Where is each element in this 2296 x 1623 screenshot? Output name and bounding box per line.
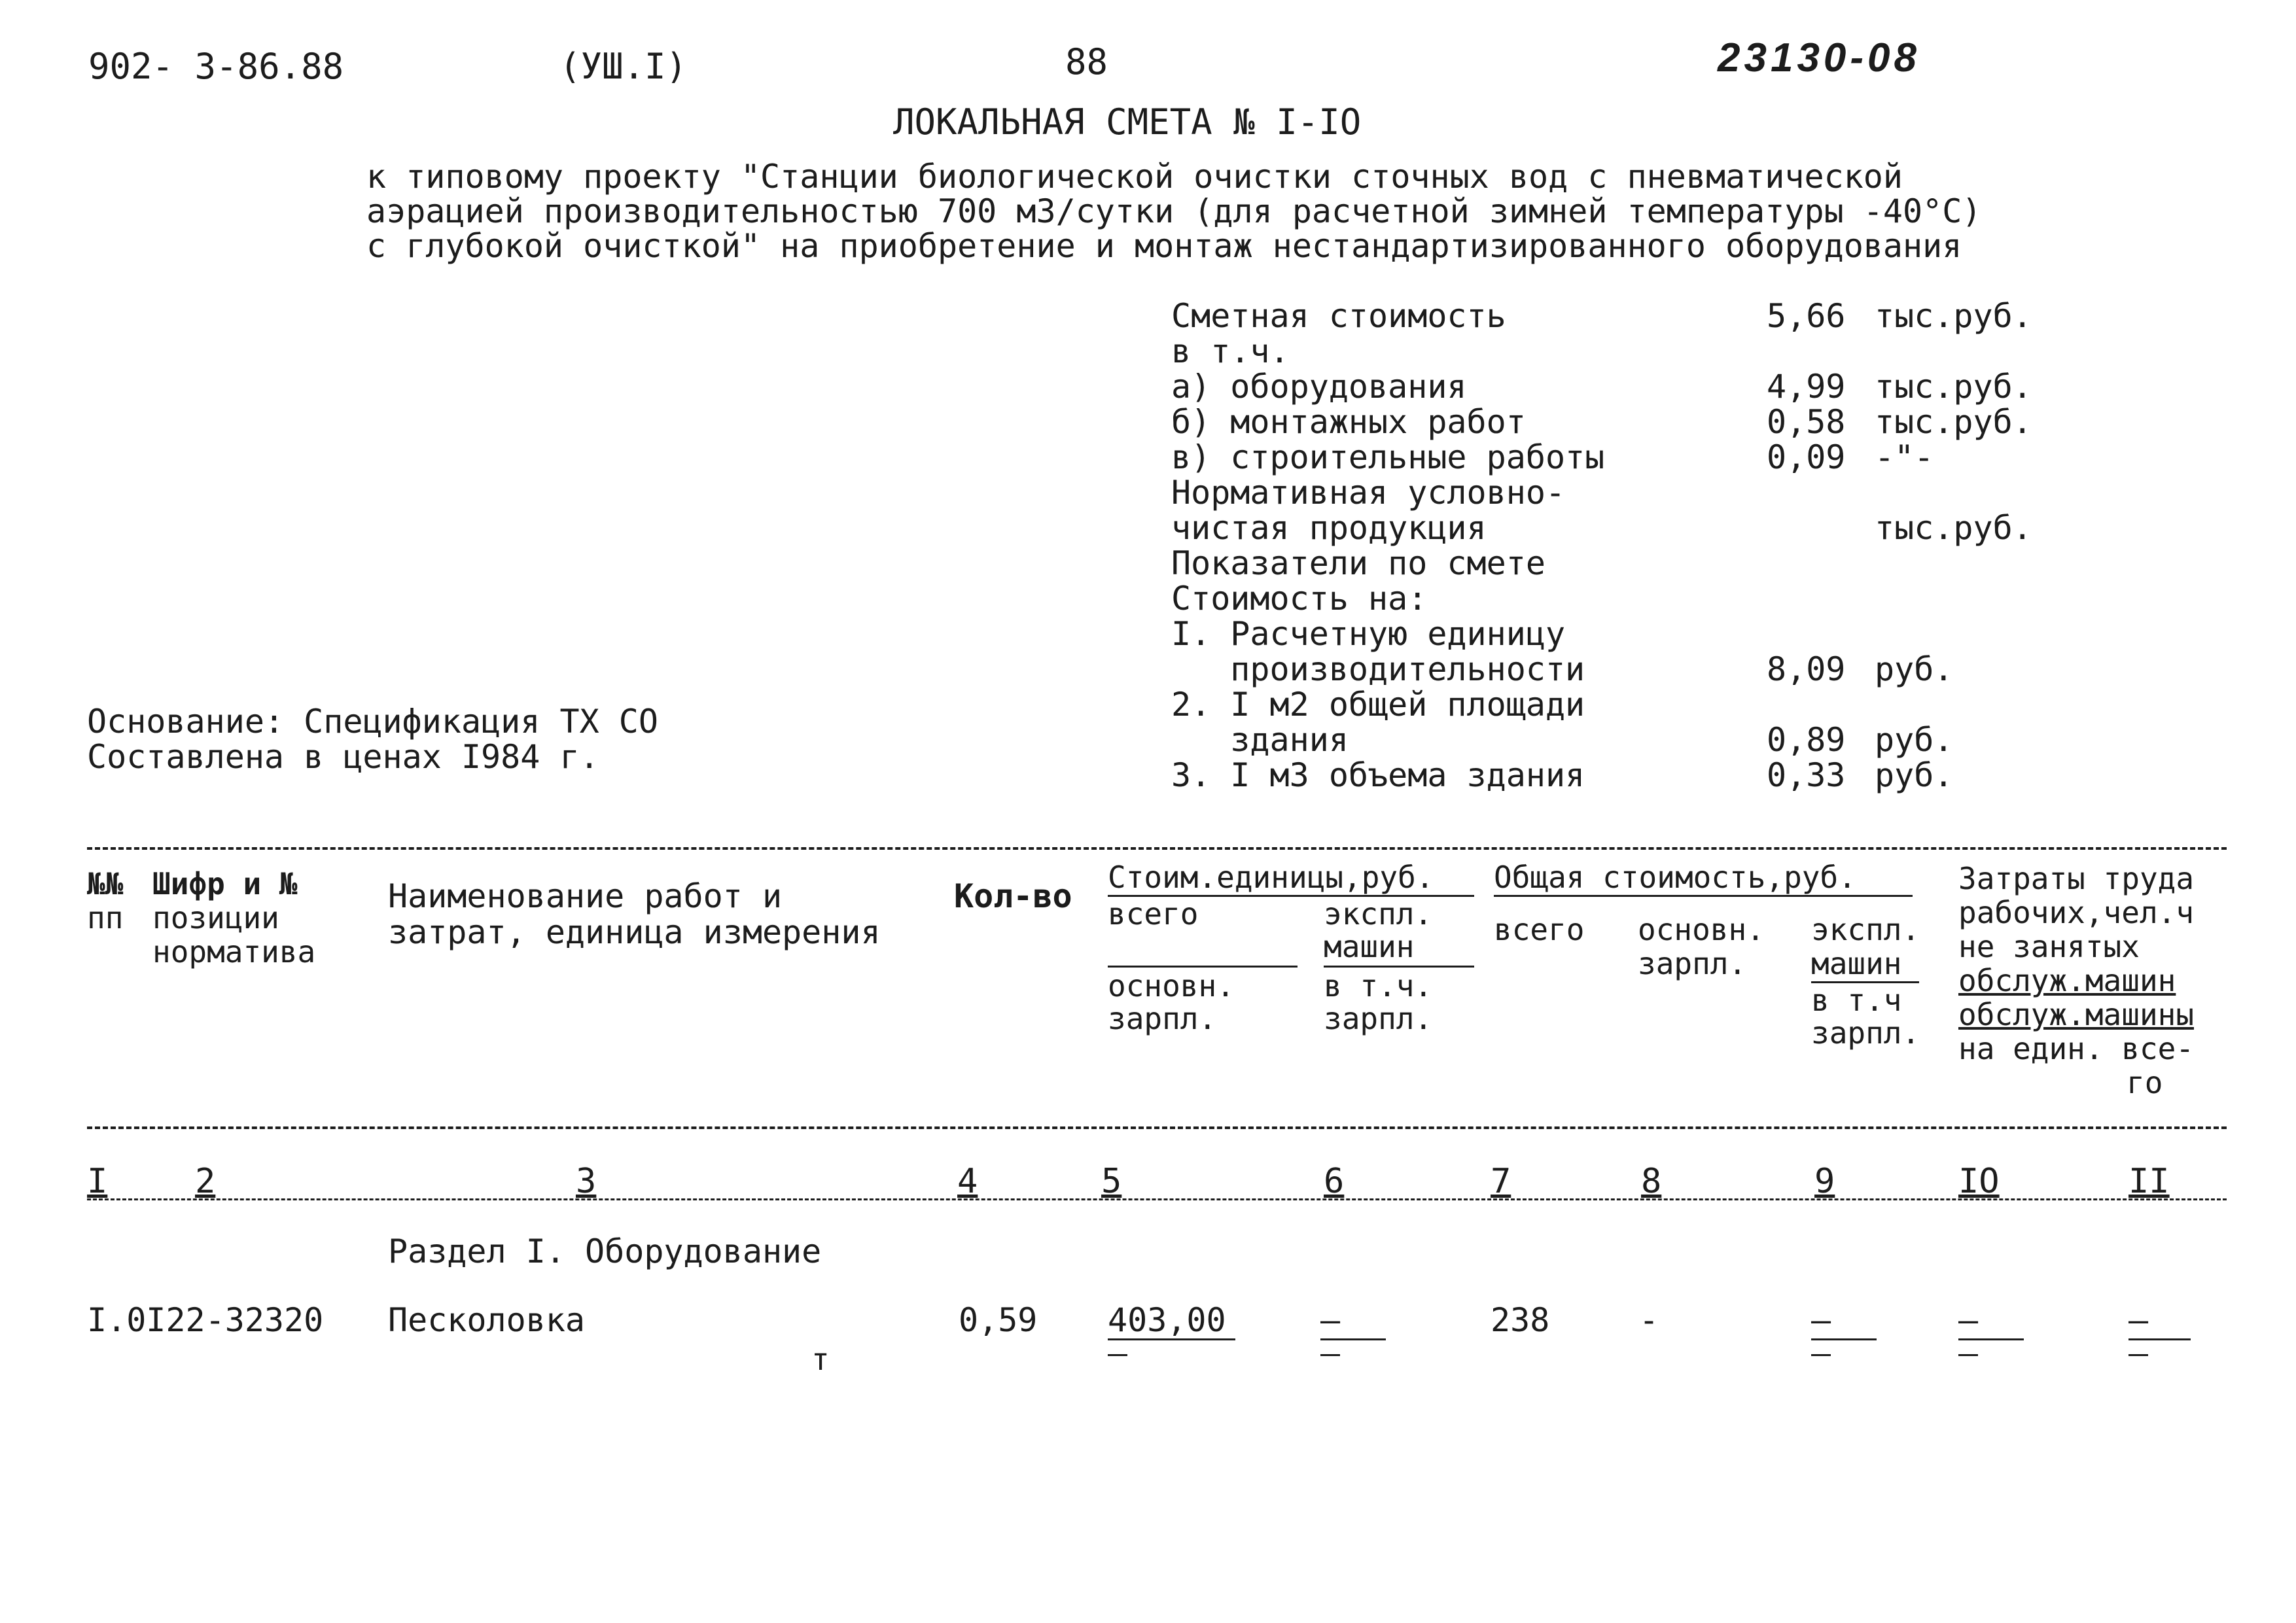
column-number-dashed-baseline (87, 1198, 2227, 1200)
row-code: I.0I22-32320 (87, 1301, 324, 1339)
row-quantity: 0,59 (959, 1301, 1038, 1339)
header-uc-machine-line2: машин (1324, 929, 1415, 964)
header-name-line1: Наименование работ и (388, 877, 783, 915)
summary-row (1171, 509, 2087, 548)
summary-label: в т.ч. (1171, 332, 1290, 370)
summary-value: 0,89 (1767, 721, 1846, 759)
summary-unit: тыс.руб. (1875, 509, 2032, 547)
table-header-dashed-rule (87, 1126, 2227, 1129)
header-total-cost-group: Общая стоимость,руб. (1494, 860, 1856, 895)
summary-label: производительности (1171, 650, 1585, 688)
header-labor-line2: рабочих,чел.ч (1958, 895, 2195, 930)
summary-label: Нормативная условно- (1171, 474, 1566, 512)
stamp-number: 23130-08 (1718, 35, 1921, 80)
header-uc-machine-line1: экспл. (1324, 896, 1433, 932)
column-number: 3 (576, 1162, 597, 1201)
header-quantity: Кол-во (954, 877, 1072, 915)
unit-cost-wage-dash (1108, 1354, 1127, 1356)
row-total-wage: - (1639, 1301, 1659, 1339)
column-number: 6 (1324, 1162, 1345, 1201)
summary-value: 0,33 (1767, 756, 1846, 794)
summary-value: 8,09 (1767, 650, 1846, 688)
summary-row (1171, 615, 2087, 654)
summary-value: 4,99 (1767, 368, 1846, 406)
labor-total-fraction-rule (2128, 1338, 2191, 1340)
summary-value: 0,09 (1767, 438, 1846, 476)
row-unit: т (811, 1342, 830, 1377)
uc-machine-fraction-rule (1324, 966, 1474, 968)
header-tc-wage-line2: зарпл. (1638, 946, 1747, 981)
column-number: 4 (957, 1162, 978, 1201)
header-code-line3: норматива (152, 934, 316, 969)
document-title: ЛОКАЛЬНАЯ СМЕТА № I-IO (893, 101, 1362, 143)
summary-row (1171, 297, 2087, 336)
summary-label: Сметная стоимость (1171, 297, 1506, 335)
row-labor-total: – (2128, 1301, 2149, 1339)
summary-row (1171, 756, 2087, 795)
uc-total-fraction-rule (1108, 966, 1298, 968)
row-labor-per-unit: – (1958, 1301, 1979, 1339)
header-labor-line5: обслуж.машины (1958, 997, 2195, 1032)
header-uc-wage-line2: зарпл. (1108, 1001, 1217, 1036)
header-labor-line3: не занятых (1958, 929, 2140, 964)
summary-row (1171, 544, 2087, 584)
summary-unit: тыс.руб. (1875, 297, 2032, 335)
total-machine-wage-dash (1811, 1354, 1831, 1356)
header-uc-machine-wage-line1: в т.ч. (1324, 968, 1433, 1003)
subtitle-line-2: аэрацией производительностью 700 м3/сутки (для расчетной зимней температуры -40°С) (366, 192, 1982, 230)
row-unit-cost: 403,00 (1108, 1301, 1226, 1339)
summary-label: здания (1171, 721, 1349, 759)
header-uc-wage-line1: основн. (1108, 968, 1235, 1003)
column-number: I (87, 1162, 108, 1201)
summary-label: чистая продукция (1171, 509, 1487, 547)
summary-value: 0,58 (1767, 403, 1846, 441)
total-machine-fraction-rule (1811, 1338, 1877, 1340)
header-no-line2: пп (87, 900, 124, 935)
summary-row (1171, 403, 2087, 442)
header-uc-total: всего (1108, 896, 1199, 932)
row-total-cost: 238 (1491, 1301, 1550, 1339)
header-tc-machine-wage-line1: в т.ч (1811, 983, 1902, 1018)
header-labor-line6: на един. все- (1958, 1031, 2195, 1066)
section-title: Раздел I. Оборудование (388, 1232, 822, 1270)
header-code-line1: Шифр и № (152, 866, 298, 901)
row-name: Песколовка (388, 1301, 586, 1339)
summary-unit: тыс.руб. (1875, 368, 2032, 406)
header-labor-line7: го (2127, 1065, 2163, 1100)
header-no-line1: №№ (87, 866, 124, 901)
page-number: 88 (1065, 41, 1108, 82)
summary-label: 3. I м3 объема здания (1171, 756, 1585, 794)
summary-row (1171, 582, 2087, 619)
summary-row (1171, 688, 2087, 725)
summary-label: 2. I м2 общей площади (1171, 686, 1585, 724)
header-tc-total: всего (1494, 912, 1585, 947)
column-number: 2 (195, 1162, 216, 1201)
row-machine-cost: – (1320, 1301, 1341, 1339)
summary-label: а) оборудования (1171, 368, 1467, 406)
summary-row (1171, 332, 2087, 372)
column-number: 7 (1491, 1162, 1511, 1201)
subtitle-line-3: с глубокой очисткой" на приобретение и монтаж нестандартизированного оборудования (366, 227, 1962, 265)
header-tc-machine-line1: экспл. (1811, 912, 1920, 947)
total-cost-group-underline (1494, 895, 1913, 897)
labor-per-unit-fraction-rule (1958, 1338, 2024, 1340)
header-code-line2: позиции (152, 900, 279, 935)
machine-wage-dash (1320, 1354, 1340, 1356)
column-number: IO (1958, 1162, 2000, 1201)
summary-row (1171, 438, 2087, 478)
summary-unit: тыс.руб. (1875, 403, 2032, 441)
summary-unit: -"- (1875, 438, 1934, 476)
summary-unit: руб. (1875, 650, 1954, 688)
summary-row (1171, 476, 2087, 513)
labor-total-dash (2128, 1354, 2148, 1356)
column-number: II (2128, 1162, 2170, 1201)
header-uc-machine-wage-line2: зарпл. (1324, 1001, 1433, 1036)
summary-label: в) строительные работы (1171, 438, 1605, 476)
subtitle-line-1: к типовому проекту "Станции биологической очистки сточных вод с пневматической (366, 158, 1903, 196)
header-tc-machine-wage-line2: зарпл. (1811, 1015, 1920, 1051)
album-number: (УШ.I) (559, 46, 688, 87)
summary-label: I. Расчетную единицу (1171, 615, 1566, 653)
summary-value: 5,66 (1767, 297, 1846, 335)
column-number: 5 (1101, 1162, 1122, 1201)
header-labor-line4: обслуж.машин (1958, 963, 2176, 998)
pricing-basis-line: Составлена в ценах I984 г. (87, 738, 599, 776)
header-tc-machine-line2: машин (1811, 946, 1902, 981)
header-labor-line1: Затраты труда (1958, 861, 2195, 896)
machine-cost-fraction-rule (1320, 1338, 1386, 1340)
summary-row (1171, 650, 2087, 689)
document-code: 902- 3-86.88 (88, 46, 344, 87)
header-unit-cost-group: Стоим.единицы,руб. (1108, 860, 1434, 895)
summary-label: Стоимость на: (1171, 580, 1428, 618)
column-number: 8 (1641, 1162, 1662, 1201)
header-name-line2: затрат, единица измерения (388, 913, 881, 951)
header-tc-wage-line1: основн. (1638, 912, 1765, 947)
summary-unit: руб. (1875, 721, 1954, 759)
table-top-dashed-rule (87, 847, 2227, 850)
summary-row (1171, 721, 2087, 760)
unit-cost-fraction-rule (1108, 1338, 1235, 1340)
summary-label: б) монтажных работ (1171, 403, 1526, 441)
summary-label: Показатели по смете (1171, 544, 1545, 582)
row-total-machine: – (1811, 1301, 1831, 1339)
summary-row (1171, 370, 2087, 407)
summary-unit: руб. (1875, 756, 1954, 794)
column-number: 9 (1814, 1162, 1835, 1201)
labor-per-unit-dash (1958, 1354, 1978, 1356)
basis-line: Основание: Спецификация ТХ СО (87, 703, 658, 741)
